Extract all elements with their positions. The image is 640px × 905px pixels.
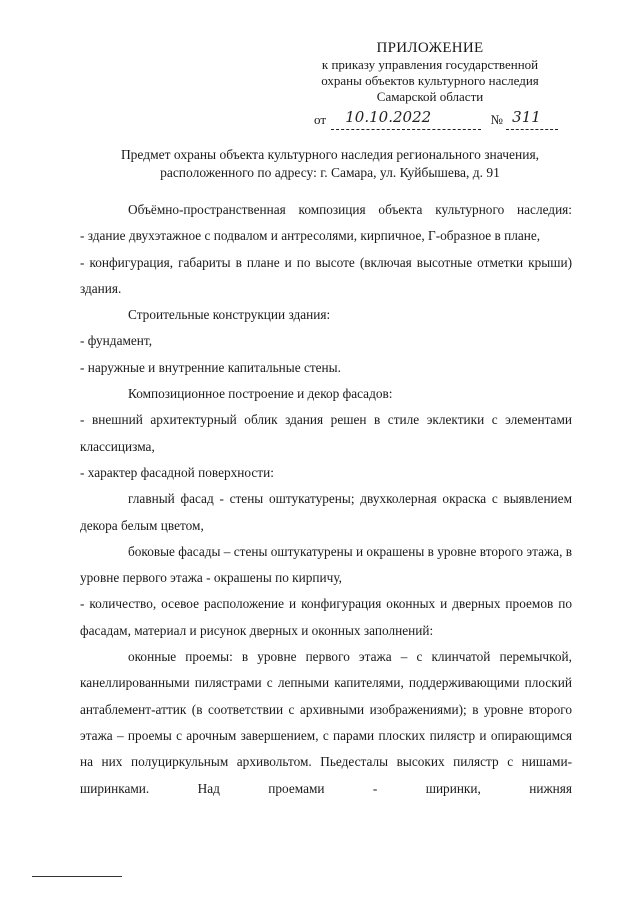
list-item-walls: - наружные и внутренние капитальные стены. — [80, 359, 341, 375]
section-heading-spatial: Объёмно-пространственная композиция объекта культурного наследия: — [128, 202, 572, 217]
footnote-divider — [32, 876, 122, 877]
list-item-configuration: - конфигурация, габариты в плане и по высоте (включая высотные отметки крыши) здания. — [80, 254, 572, 296]
handwritten-date: 10.10.2022 — [345, 108, 432, 126]
appendix-header — [300, 40, 560, 105]
appendix-line-1: к приказу управления государственной — [321, 57, 539, 72]
title-line-2: расположенного по адресу: г. Самара, ул. Куйбышева, д. 91 — [160, 165, 500, 180]
document-title — [60, 146, 600, 182]
list-item-openings: - количество, осевое расположение и конфигурация оконных и дверных проемов по фасадам, материал и рисунок дверных и оконных заполнений: — [80, 596, 572, 638]
appendix-title: ПРИЛОЖЕНИЕ — [376, 40, 484, 56]
list-item-style: - внешний архитектурный облик здания решен в стиле эклектики с элементами классицизма, — [80, 412, 572, 454]
list-item-foundation: - фундамент, — [80, 333, 153, 349]
date-prefix: от — [314, 112, 327, 127]
title-line-1: Предмет охраны объекта культурного наследия регионального значения, — [120, 147, 540, 162]
list-item-building: - здание двухэтажное с подвалом и антресолями, кирпичное, Г-образное в плане, — [80, 228, 541, 244]
number-label: № — [490, 112, 503, 127]
paragraph-window-openings: оконные проемы: в уровне первого этажа – с клинчатой перемычкой, канеллированными пилястрами с лепными капителями, поддерживающими плоский антаблемент-аттик (в соответствии с архивными изображениями); в уровне второго этажа – проемы с арочным завершением, с парами плоских пилястр и опирающимся на них полуциркульным архивольтом. Пьедесталы высоких пилястр с нишами-ширинками. Над проемами - ширинки, нижняя — [80, 649, 572, 796]
paragraph-main-facade: главный фасад - стены оштукатурены; двухколерная окраска с выявлением декора белым цветом, — [80, 491, 572, 533]
date-field — [331, 108, 481, 130]
list-item-surface: - характер фасадной поверхности: — [80, 464, 274, 480]
number-field — [506, 108, 558, 130]
appendix-line-3: Самарской области — [376, 89, 484, 104]
section-heading-structures: Строительные конструкции здания: — [128, 307, 331, 323]
appendix-line-2: охраны объектов культурного наследия — [321, 73, 539, 88]
paragraph-side-facades: боковые фасады – стены оштукатурены и окрашены в уровне второго этажа, в уровне первого этажа - окрашены по кирпичу, — [80, 543, 572, 586]
section-heading-facades: Композиционное построение и декор фасадов: — [128, 386, 393, 402]
handwritten-number: 311 — [512, 108, 541, 126]
document-body — [80, 197, 572, 802]
order-reference — [314, 108, 558, 130]
